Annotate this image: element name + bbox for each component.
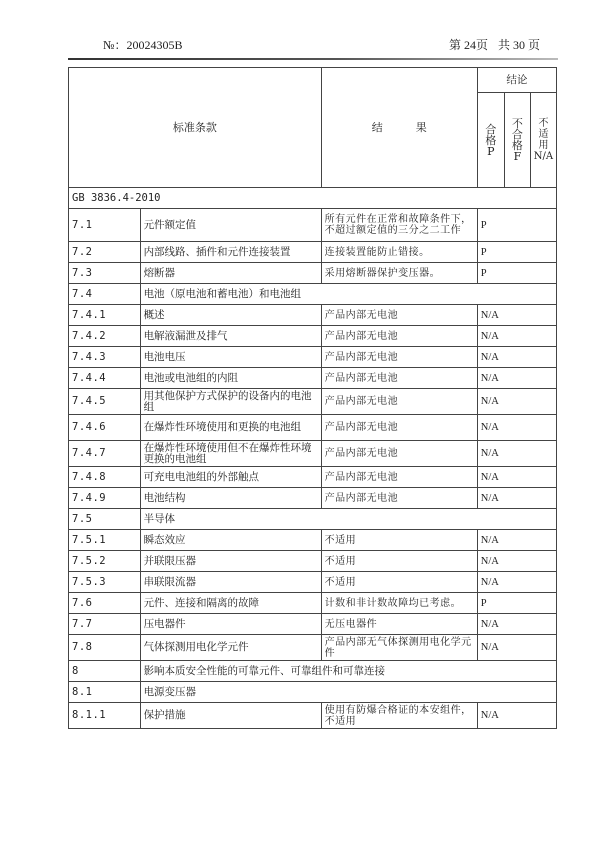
clause-number: 7.3 [69,263,141,284]
result-text: 产品内部无电池 [321,368,477,389]
clause-title: 压电器件 [140,614,321,635]
verdict: N/A [477,530,556,551]
clause-number: 7.4.5 [69,389,141,415]
header-rule [68,58,558,60]
clause-title: 内部线路、插件和元件连接装置 [140,242,321,263]
table-row [69,614,557,635]
clause-title: 概述 [140,305,321,326]
clause-number: 7.1 [69,209,141,242]
fail-char: 格 [511,139,523,152]
clause-number: 7.7 [69,614,141,635]
pass-char: P [487,144,495,158]
table-row [69,572,557,593]
table-row [69,488,557,509]
report-number: №：20024305B [103,38,183,52]
clause-number: 7.4.9 [69,488,141,509]
verdict: P [477,209,556,242]
column-header-pass [477,93,504,188]
verdict: N/A [477,305,556,326]
na-char: N/A [533,151,554,162]
result-header-a: 结 [371,121,383,134]
result-text: 产品内部无气体探测用电化学元件 [321,635,477,661]
result-text: 产品内部无电池 [321,415,477,441]
result-text: 产品内部无电池 [321,488,477,509]
na-char: 用 [538,140,549,151]
verdict: N/A [477,347,556,368]
verdict: N/A [477,572,556,593]
table-row [69,368,557,389]
column-header-na [530,93,556,188]
result-text: 不适用 [321,572,477,593]
column-header-clause: 标准条款 [69,68,322,188]
clause-number: 7.6 [69,593,141,614]
result-text: 计数和非计数故障均已考虑。 [321,593,477,614]
page-current: 第 24页 [448,38,488,52]
table-row [69,263,557,284]
verdict: N/A [477,703,556,729]
clause-number: 7.5 [69,509,141,530]
table-row [69,467,557,488]
table-row [69,703,557,729]
na-char: 适 [538,129,549,140]
result-text: 使用有防爆合格证的本安组件，不适用 [321,703,477,729]
clause-number: 7.4.4 [69,368,141,389]
clause-title: 保护措施 [140,703,321,729]
table-row [69,209,557,242]
result-text: 采用熔断器保护变压器。 [321,263,477,284]
section-title: 半导体 [140,509,556,530]
pass-char: 合 [485,122,497,136]
fail-char: 不 [511,117,523,130]
clause-number: 7.2 [69,242,141,263]
result-text: 产品内部无电池 [321,389,477,415]
section-title: 影响本质安全性能的可靠元件、可靠组件和可靠连接 [140,661,556,682]
clause-number: 7.4.6 [69,415,141,441]
table-row [69,635,557,661]
na-char: 不 [538,118,549,129]
header-row-top [69,68,557,93]
standard-row [69,188,557,209]
section-title: 电池（原电池和蓄电池）和电池组 [140,284,556,305]
result-text: 所有元件在正常和故障条件下，不超过额定值的三分之二工作 [321,209,477,242]
clause-number: 7.5.3 [69,572,141,593]
verdict: N/A [477,467,556,488]
verdict: N/A [477,488,556,509]
clause-number: 7.5.2 [69,551,141,572]
result-text: 产品内部无电池 [321,347,477,368]
clause-title: 气体探测用电化学元件 [140,635,321,661]
verdict: N/A [477,635,556,661]
clause-number: 7.4.8 [69,467,141,488]
column-header-conclusion: 结论 [477,68,556,93]
clause-title: 用其他保护方式保护的设备内的电池组 [140,389,321,415]
clause-title: 熔断器 [140,263,321,284]
result-text: 产品内部无电池 [321,326,477,347]
verdict: N/A [477,326,556,347]
table-row [69,347,557,368]
result-header-b: 果 [415,121,427,134]
verdict: N/A [477,614,556,635]
verdict: N/A [477,441,556,467]
verdict: N/A [477,389,556,415]
section-title: 电源变压器 [140,682,556,703]
page-total: 共 30 页 [497,38,540,52]
table-row [69,593,557,614]
pass-char: 格 [485,133,497,147]
clause-title: 串联限流器 [140,572,321,593]
clause-number: 8 [69,661,141,682]
result-text: 连接装置能防止错接。 [321,242,477,263]
clause-title: 元件、连接和隔离的故障 [140,593,321,614]
clause-title: 电解液漏泄及排气 [140,326,321,347]
table-row [69,242,557,263]
table-row [69,530,557,551]
clause-number: 7.5.1 [69,530,141,551]
clause-number: 7.4.2 [69,326,141,347]
result-text: 无压电器件 [321,614,477,635]
verdict: N/A [477,415,556,441]
fail-char: F [513,150,522,163]
clause-title: 元件额定值 [140,209,321,242]
clause-table [68,67,557,729]
table-row [69,441,557,467]
table-row [69,415,557,441]
page-indicator [439,36,540,53]
clause-title: 并联限压器 [140,551,321,572]
column-header-result [321,68,477,188]
clause-title: 在爆炸性环境使用但不在爆炸性环境更换的电池组 [140,441,321,467]
clause-title: 可充电电池组的外部触点 [140,467,321,488]
clause-number: 8.1.1 [69,703,141,729]
table-row [69,551,557,572]
standard-label: GB 3836.4-2010 [69,188,557,209]
section-row [69,661,557,682]
section-row [69,509,557,530]
verdict: P [477,263,556,284]
fail-char: 合 [511,128,523,141]
result-text: 不适用 [321,530,477,551]
column-header-fail [504,93,530,188]
verdict: P [477,593,556,614]
clause-title: 电池或电池组的内阻 [140,368,321,389]
clause-title: 电池电压 [140,347,321,368]
clause-number: 7.4 [69,284,141,305]
verdict: N/A [477,551,556,572]
clause-number: 7.4.3 [69,347,141,368]
result-text: 产品内部无电池 [321,305,477,326]
clause-number: 8.1 [69,682,141,703]
clause-title: 电池结构 [140,488,321,509]
clause-title: 瞬态效应 [140,530,321,551]
result-text: 产品内部无电池 [321,441,477,467]
section-row [69,682,557,703]
verdict: P [477,242,556,263]
section-row [69,284,557,305]
table-row [69,305,557,326]
table-row [69,326,557,347]
result-text: 不适用 [321,551,477,572]
clause-number: 7.8 [69,635,141,661]
clause-number: 7.4.7 [69,441,141,467]
verdict: N/A [477,368,556,389]
clause-title: 在爆炸性环境使用和更换的电池组 [140,415,321,441]
clause-number: 7.4.1 [69,305,141,326]
result-text: 产品内部无电池 [321,467,477,488]
table-row [69,389,557,415]
